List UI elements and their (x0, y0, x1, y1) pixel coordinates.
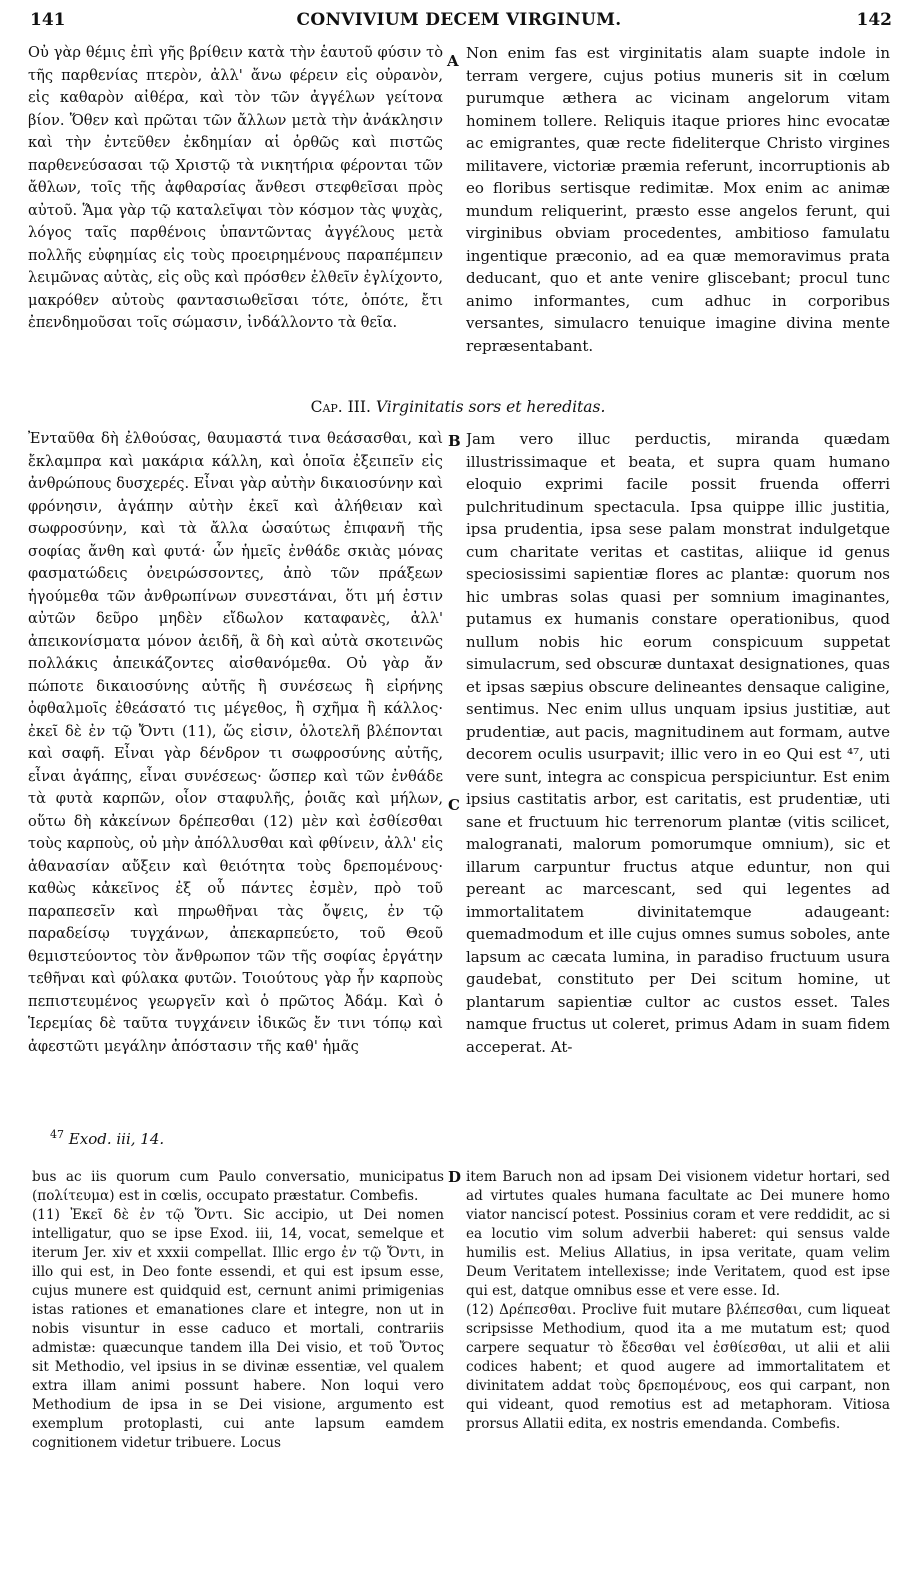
margin-marker-b: B (448, 432, 461, 450)
right-page-number: 142 (856, 10, 892, 30)
margin-marker-c: C (448, 796, 460, 814)
note-paragraph: bus ac iis quorum cum Paulo conversatio, municipatus (πολίτευμα) est in cœlis, occupato præstatur. Combefis. (32, 1169, 444, 1204)
notes-column-right (466, 1168, 890, 1568)
greek-column-main (28, 428, 443, 1118)
margin-marker-d: D (448, 1168, 462, 1186)
greek-paragraph: Οὐ γὰρ θέμις ἐπὶ γῆς βρίθειν κατὰ τὴν ἑαυτοῦ φύσιν τὸ τῆς παρθενίας πτερὸν, ἀλλ' ἄνω φέρειν εἰς οὐρανὸν, εἰς καθαρὸν αἰθέρα, καὶ τὸν τῶν ἀγγέλων γείτονα βίον. Ὅθεν καὶ πρῶται τῶν ἄλλων μετὰ τὴν ἀνάκλησιν καὶ τὴν ἐντεῦθεν ἐκδημίαν αἱ ὀρθῶς καὶ πιστῶς παρθενεύσασαι τῷ Χριστῷ τὰ νικητήρια φέρονται τῶν ἄθλων, τοῖς τῆς ἀφθαρσίας ἄνθεσι στεφθεῖσαι πρὸς αὐτοῦ. Ἅμα γὰρ τῷ καταλεῖψαι τὸν κόσμον τὰς ψυχὰς, λόγος ταῖς παρθένοις ὑπαντῶντας ἀγγέλους μετὰ πολλῆς εὐφημίας εἰς τοὺς προειρημένους παραπέμπειν λειμῶνας αὐτὰς, εἰς οὓς καὶ πρόσθεν ἐλθεῖν ἐγλίχοντο, μακρόθεν αὐτοὺς φαντασιωθεῖσαι τότε, ὁπότε, ἔτι ἐπενδημοῦσαι τοῖς σώμασιν, ἰνδάλλοντο τὰ θεῖα. (28, 44, 443, 331)
notes-column-left (32, 1168, 444, 1568)
latin-column-top (466, 42, 890, 386)
chapter-label: Cap. III. (310, 398, 371, 416)
running-title: CONVIVIUM DECEM VIRGINUM. (296, 10, 622, 30)
running-header (26, 6, 892, 34)
margin-marker-a: A (447, 52, 459, 70)
latin-column-main (466, 428, 890, 1118)
footnote-reference: Exod. iii, 14. (68, 1130, 165, 1148)
scripture-footnote (50, 1128, 164, 1148)
latin-paragraph: Non enim fas est virginitatis alam suapte indole in terram vergere, cujus potius muneris sit in cœlum purumque æthera ac vicinam angelorum vitam hominem tollere. Reliquis itaque priores hinc evocatæ ac emigrantes, quæ recte fideliterque Christo virgines militavere, victoriæ præmia referunt, incorruptionis ab eo floribus sertisque redimitæ. Mox enim ac animæ mundum reliquerint, præsto esse angelos ferunt, qui virginibus obviam procedentes, ambitioso famulatu ingentique præconio, ad ea quæ memoravimus prata deducant, quo et ante venire gliscebant; procul tunc animo informantes, cum adhuc in corporibus versantes, simulacro tenuique imagine divina mente repræsentabant. (466, 44, 890, 355)
latin-paragraph: Jam vero illuc perductis, miranda quædam illustrissimaque et beata, et supra quam humano eloquio exprimi facile possit fruenda offerri pulchritudinum spectacula. Ipsa quippe illic justitia, ipsa prudentia, ipsa sese palam monstrat indulgetque cum charitate veritas et castitas, aliique id genus speciosissimi sapientiæ flores ac plantæ: quorum nos hic umbras solas quasi per somnium imaginantes, putamus ex humanis constare operationibus, quod nullum nobis hic eorum conspicuum suppetat simulacrum, sed obscuræ duntaxat designationes, quas et ipsas sæpius obscure delineantes densaque caligine, sentimus. Nec enim ullus unquam ipsius justitiæ, aut prudentiæ, aut pacis, magnitudinem aut formam, autve decorem oculis usurpavit; illic vero in eo Qui est ⁴⁷, uti vere sunt, integra ac conspicua perspiciuntur. Est enim ipsius castitatis arbor, est caritatis, est prudentiæ, uti sane et fructuum hic terrenorum plantæ (vitis scilicet, malogranati, malorum pomorumque omnium), sic et illarum carpuntur fructus atque eduntur, non qui pereant ac marcescant, sed qui legentes ad immortalitatem divinitatemque adaugeant: quemadmodum et ille cujus omnes sumus soboles, ante lapsum ac cæcata lumina, in paradiso fructuum usura gaudebat, constituto per Dei scitum homine, ut plantarum sapientiæ cultor ac custos esset. Tales namque fructus ut coleret, primus Adam in suam fidem acceperat. At- (466, 430, 890, 1056)
note-paragraph: (11) Ἐκεῖ δὲ ἐν τῷ Ὄντι. Sic accipio, ut Dei nomen intelligatur, quo se ipse Exod. iii, 14, vocat, semelque et iterum Jer. xiv et xxxii compellat. Illic ergo ἐν τῷ Ὄντι, in illo qui est, in Deo fonte essendi, et qui est ipsum esse, cujus munere est quidquid est, cernunt animi primigenias istas rationes et emanationes clare et integre, non ut in nobis visuntur in esse caduco et mortali, contrariis admistæ: quæcunque tandem illa Dei visio, et τοῦ Ὄντος sit Methodio, vel ipsius in se divinæ essentiæ, vel qualem extra illam animi possunt habere. Non loqui vero Methodium de ipsa in se Dei visione, argumento est exemplum protoplasti, cui ante lapsum eamdem cognitionem videtur tribuere. Locus (32, 1207, 444, 1451)
chapter-heading (0, 398, 916, 416)
note-paragraph: item Baruch non ad ipsam Dei visionem videtur hortari, sed ad virtutes quales humana facultate ac Dei munere homo viator nanciscí potest. Possinius coram et vere reddidit, ac si ea locutio vim solum adverbii haberet: qui sensus valde humilis est. Melius Allatius, in ipsa veritate, quam velim Deum Veritatem intellexisse; inde Veritatem, quod est ipse qui est, datque omnibus esse et vere esse. Id. (466, 1169, 890, 1299)
chapter-title: Virginitatis sors et hereditas. (375, 398, 606, 416)
note-paragraph: (12) Δρέπεσθαι. Proclive fuit mutare βλέπεσθαι, cum liqueat scripsisse Methodium, quod ita a me mutatum est; quod carpere sequatur τὸ ἔδεσθαι vel ἐσθίεσθαι, ut alii et alii codices habent; et quod augere ad immortalitatem et divinitatem addat τοὺς δρεπομένους, eos qui carpant, non qui videant, quod remotius est ad metaphoram. Vitiosa prorsus Allatii edita, ex nostris emendanda. Combefis. (466, 1302, 890, 1432)
left-page-number: 141 (30, 10, 66, 30)
greek-paragraph: Ἐνταῦθα δὴ ἐλθούσας, θαυμαστά τινα θεάσασθαι, καὶ ἔκλαμπρα καὶ μακάρια κάλλη, καὶ ὁποῖα ἐξειπεῖν εἰς ἀνθρώπους δυσχερές. Εἶναι γὰρ αὐτὴν δικαιοσύνην καὶ φρόνησιν, ἀγάπην αὐτὴν ἐκεῖ καὶ ἀλήθειαν καὶ σωφροσύνην, καὶ τὰ ἄλλα ὡσαύτως ἐπιφανῆ τῆς σοφίας ἄνθη καὶ φυτά· ὧν ἡμεῖς ἐνθάδε σκιὰς μόνας φασματώδεις ὀνειρώσσοντες, ἀπὸ τῶν πράξεων ἡγούμεθα τῶν ἀνθρωπίνων συνεστάναι, ὅτι μή ἐστιν αὐτῶν δεῦρο μηδὲν εἴδωλον καταφανὲς, ἀλλ' ἀπεικονίσματα μόνον ἀειδῆ, ἃ δὴ καὶ αὐτὰ σκοτεινῶς πολλάκις ἀπεικάζοντες αἰσθανόμεθα. Οὐ γὰρ ἄν πώποτε δικαιοσύνης αὐτῆς ἢ συνέσεως ἢ εἰρήνης ὀφθαλμοῖς ἐθεάσατό τις μέγεθος, ἢ σχῆμα ἢ κάλλος· ἐκεῖ δὲ ἐν τῷ Ὄντι (11), ὥς εἰσιν, ὁλοτελῆ βλέπονται καὶ σαφῆ. Εἶναι γὰρ δένδρον τι σωφροσύνης αὐτῆς, εἶναι ἀγάπης, εἶναι συνέσεως· ὥσπερ καὶ τῶν ἐνθάδε τὰ φυτὰ καρπῶν, οἷον σταφυλῆς, ῥοιᾶς καὶ μήλων, οὕτω δὴ κἀκείνων δρέπεσθαι (12) μὲν καὶ ἐσθίεσθαι τοὺς καρποὺς, οὐ μὴν ἀπόλλυσθαι καὶ φθίνειν, ἀλλ' εἰς ἀθανασίαν αὔξειν καὶ θειότητα τοὺς δρεπομένους· καθὼς κἀκεῖνος ἐξ οὗ πάντες ἐσμὲν, πρὸ τοῦ παραπεσεῖν καὶ πηρωθῆναι τὰς ὄψεις, ἐν τῷ παραδείσῳ τυγχάνων, ἀπεκαρπεύετο, τοῦ Θεοῦ θεμιστεύοντος τὸν ἄνθρωπον τῶν τῆς σοφίας ἐργάτην τεθῆναι καὶ φύλακα φυτῶν. Τοιούτους γὰρ ἦν καρποὺς πεπιστευμένος γεωργεῖν καὶ ὁ πρῶτος Ἀδάμ. Καὶ ὁ Ἱερεμίας δὲ ταῦτα τυγχάνειν ἰδικῶς ἔν τινι τόπῳ καὶ ἀφεστῶτι μεγάλην ἀπόστασιν τῆς καθ' ἡμᾶς (28, 430, 443, 1055)
greek-column-top (28, 42, 443, 386)
footnote-number: 47 (50, 1128, 64, 1141)
